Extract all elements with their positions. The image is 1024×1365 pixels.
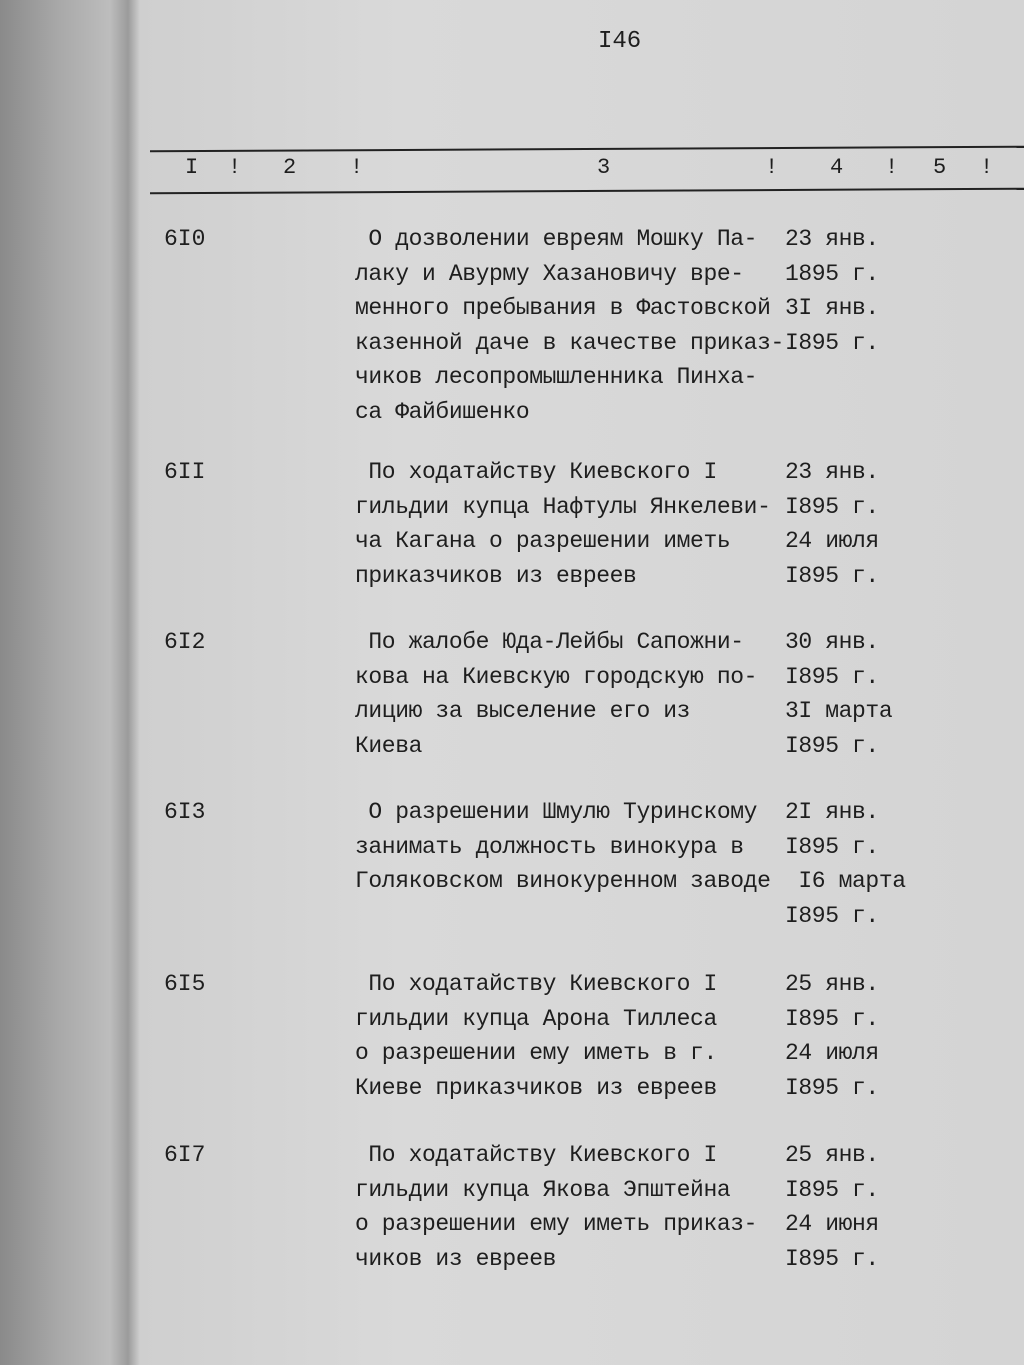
column-separator: ! [350, 155, 364, 180]
page-number: I46 [598, 28, 642, 55]
description-line: чиков из евреев [355, 1245, 557, 1272]
date-line: 24 июля [785, 1040, 879, 1066]
description-line: гильдии купца Якова Эпштейна [355, 1176, 731, 1203]
date-line: I895 г. [785, 663, 879, 690]
entry-description [355, 967, 717, 1105]
entry-description [355, 1138, 757, 1276]
description-line: менного пребывания в Фастовской [355, 295, 771, 321]
date-line: 3I янв. [785, 295, 879, 321]
description-line: Голяковском винокуренном заводе [355, 868, 771, 894]
date-line: 1895 г. [785, 260, 879, 287]
date-line: 25 янв. [785, 1142, 879, 1168]
date-line: I895 г. [785, 493, 879, 520]
date-line: 2I янв. [785, 799, 879, 825]
column-separator: ! [765, 155, 779, 180]
description-line: о разрешении ему иметь приказ- [355, 1211, 758, 1237]
description-line: О дозволении евреям Мошку Па- [355, 226, 758, 252]
column-separator: ! [228, 155, 242, 180]
description-line: Киеве приказчиков из евреев [355, 1074, 717, 1101]
description-line: О разрешении Шмулю Туринскому [355, 799, 758, 825]
description-line: казенной даче в качестве приказ- [355, 329, 784, 356]
date-line: 24 июля [785, 528, 879, 554]
entry-dates [785, 795, 906, 933]
date-line: 23 янв. [785, 226, 879, 252]
entry-number: 6I0 [164, 226, 206, 252]
date-line: I895 г. [785, 732, 879, 759]
description-line: По ходатайству Киевского I [355, 971, 717, 997]
table-header-bottom-rule [150, 188, 1024, 195]
description-line: о разрешении ему иметь в г. [355, 1040, 717, 1066]
description-line: По ходатайству Киевского I [355, 459, 717, 485]
entry-dates [785, 625, 892, 763]
column-header-2: 2 [283, 155, 297, 180]
description-line: занимать должность винокура в [355, 833, 744, 860]
description-line: приказчиков из евреев [355, 562, 637, 589]
entry-number: 6I3 [164, 799, 206, 825]
description-line: лицию за выселение его из [355, 698, 691, 724]
column-header-3: 3 [597, 155, 611, 180]
entry-description [355, 222, 784, 429]
entry-dates [785, 967, 879, 1105]
description-line: гильдии купца Нафтулы Янкелеви- [355, 493, 771, 520]
entry-number: 6I2 [164, 629, 206, 655]
description-line: По ходатайству Киевского I [355, 1142, 717, 1168]
date-line: I895 г. [785, 1005, 879, 1032]
date-line: 30 янв. [785, 629, 879, 655]
date-line: I895 г. [785, 329, 879, 356]
date-line: I895 г. [785, 1176, 879, 1203]
entry-number: 6I5 [164, 971, 206, 997]
description-line: лаку и Авурму Хазановичу вре- [355, 260, 744, 287]
date-line: 24 июня [785, 1211, 879, 1237]
entry-number: 6I7 [164, 1142, 206, 1168]
description-line: Киева [355, 732, 423, 759]
date-line: 25 янв. [785, 971, 879, 997]
entry-dates [785, 222, 879, 360]
description-line: са Файбишенко [355, 398, 530, 425]
column-header-1: I [185, 155, 199, 180]
date-line: I895 г. [785, 562, 879, 589]
date-line: I6 марта [785, 868, 906, 894]
description-line: По жалобе Юда-Лейбы Сапожни- [355, 629, 744, 655]
column-separator: ! [980, 155, 994, 180]
entry-description [355, 455, 770, 593]
table-header-top-rule [150, 146, 1024, 153]
description-line: чиков лесопромышленника Пинха- [355, 364, 758, 390]
date-line: 23 янв. [785, 459, 879, 485]
date-line: I895 г. [785, 1245, 879, 1272]
entry-description [355, 625, 757, 763]
entry-dates [785, 455, 879, 593]
date-line: I895 г. [785, 902, 879, 929]
column-header-5: 5 [933, 155, 947, 180]
description-line: кова на Киевскую городскую по- [355, 663, 758, 690]
date-line: I895 г. [785, 1074, 879, 1101]
description-line: гильдии купца Арона Тиллеса [355, 1005, 717, 1032]
date-line: I895 г. [785, 833, 879, 860]
column-separator: ! [885, 155, 899, 180]
entry-dates [785, 1138, 879, 1276]
description-line: ча Кагана о разрешении иметь [355, 528, 731, 554]
date-line: 3I марта [785, 698, 893, 724]
entry-description [355, 795, 770, 899]
entry-number: 6II [164, 459, 206, 485]
column-header-4: 4 [830, 155, 844, 180]
